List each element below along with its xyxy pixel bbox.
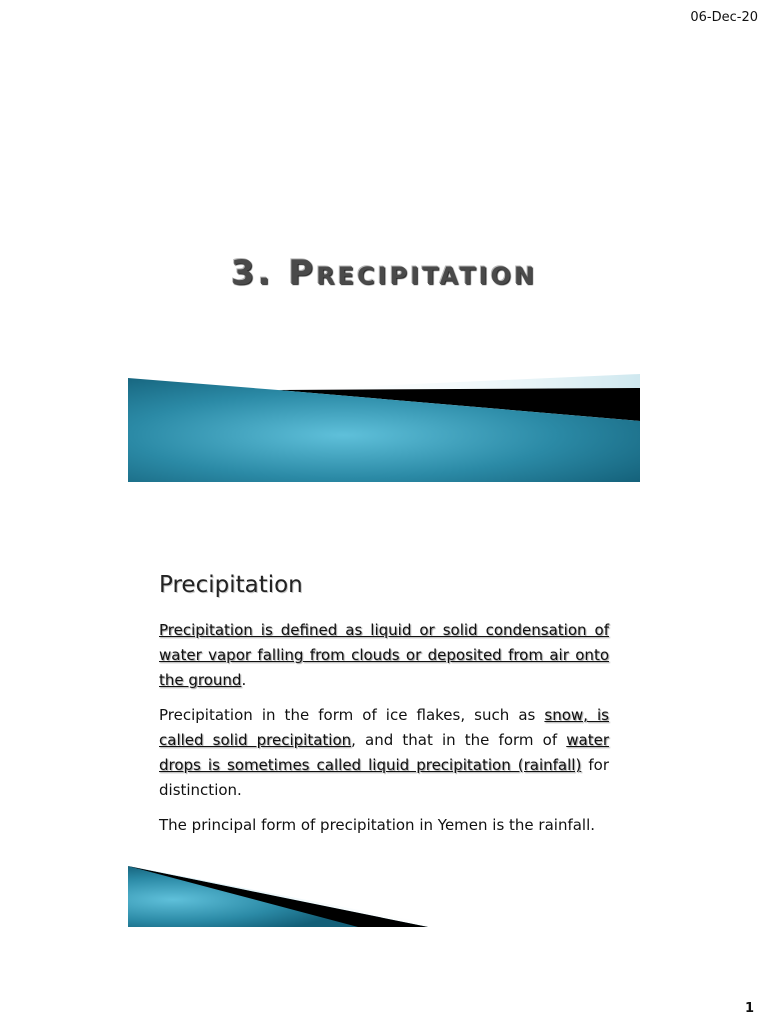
paragraph-forms [159, 703, 609, 803]
header-date: 06-Dec-20 [690, 10, 758, 25]
paragraph-yemen: The principal form of precipitation in Yemen is the rainfall. [159, 816, 596, 834]
forms-liquid-precipitation: water drops is sometimes called liquid precipitation (rainfall) [159, 731, 609, 774]
forms-text-2: , and that in the form of [351, 731, 567, 749]
slide-content [159, 572, 609, 848]
forms-text-3: for distinction. [159, 756, 609, 799]
page-number: 1 [744, 1001, 754, 1016]
slide-title: 3. Precipitation [230, 253, 538, 293]
decorative-banner-bottom [128, 866, 640, 927]
decorative-banner-top [128, 374, 640, 482]
definition-period: . [241, 671, 247, 689]
definition-text: Precipitation is defined as liquid or solid condensation of water vapor falling from clouds or deposited from air onto the ground [159, 621, 609, 689]
forms-solid-precipitation: snow, is called solid precipitation [159, 706, 609, 749]
forms-text-1: Precipitation in the form of ice flakes, such as [159, 706, 545, 724]
section-heading: Precipitation [159, 572, 303, 598]
paragraph-definition [159, 618, 609, 693]
